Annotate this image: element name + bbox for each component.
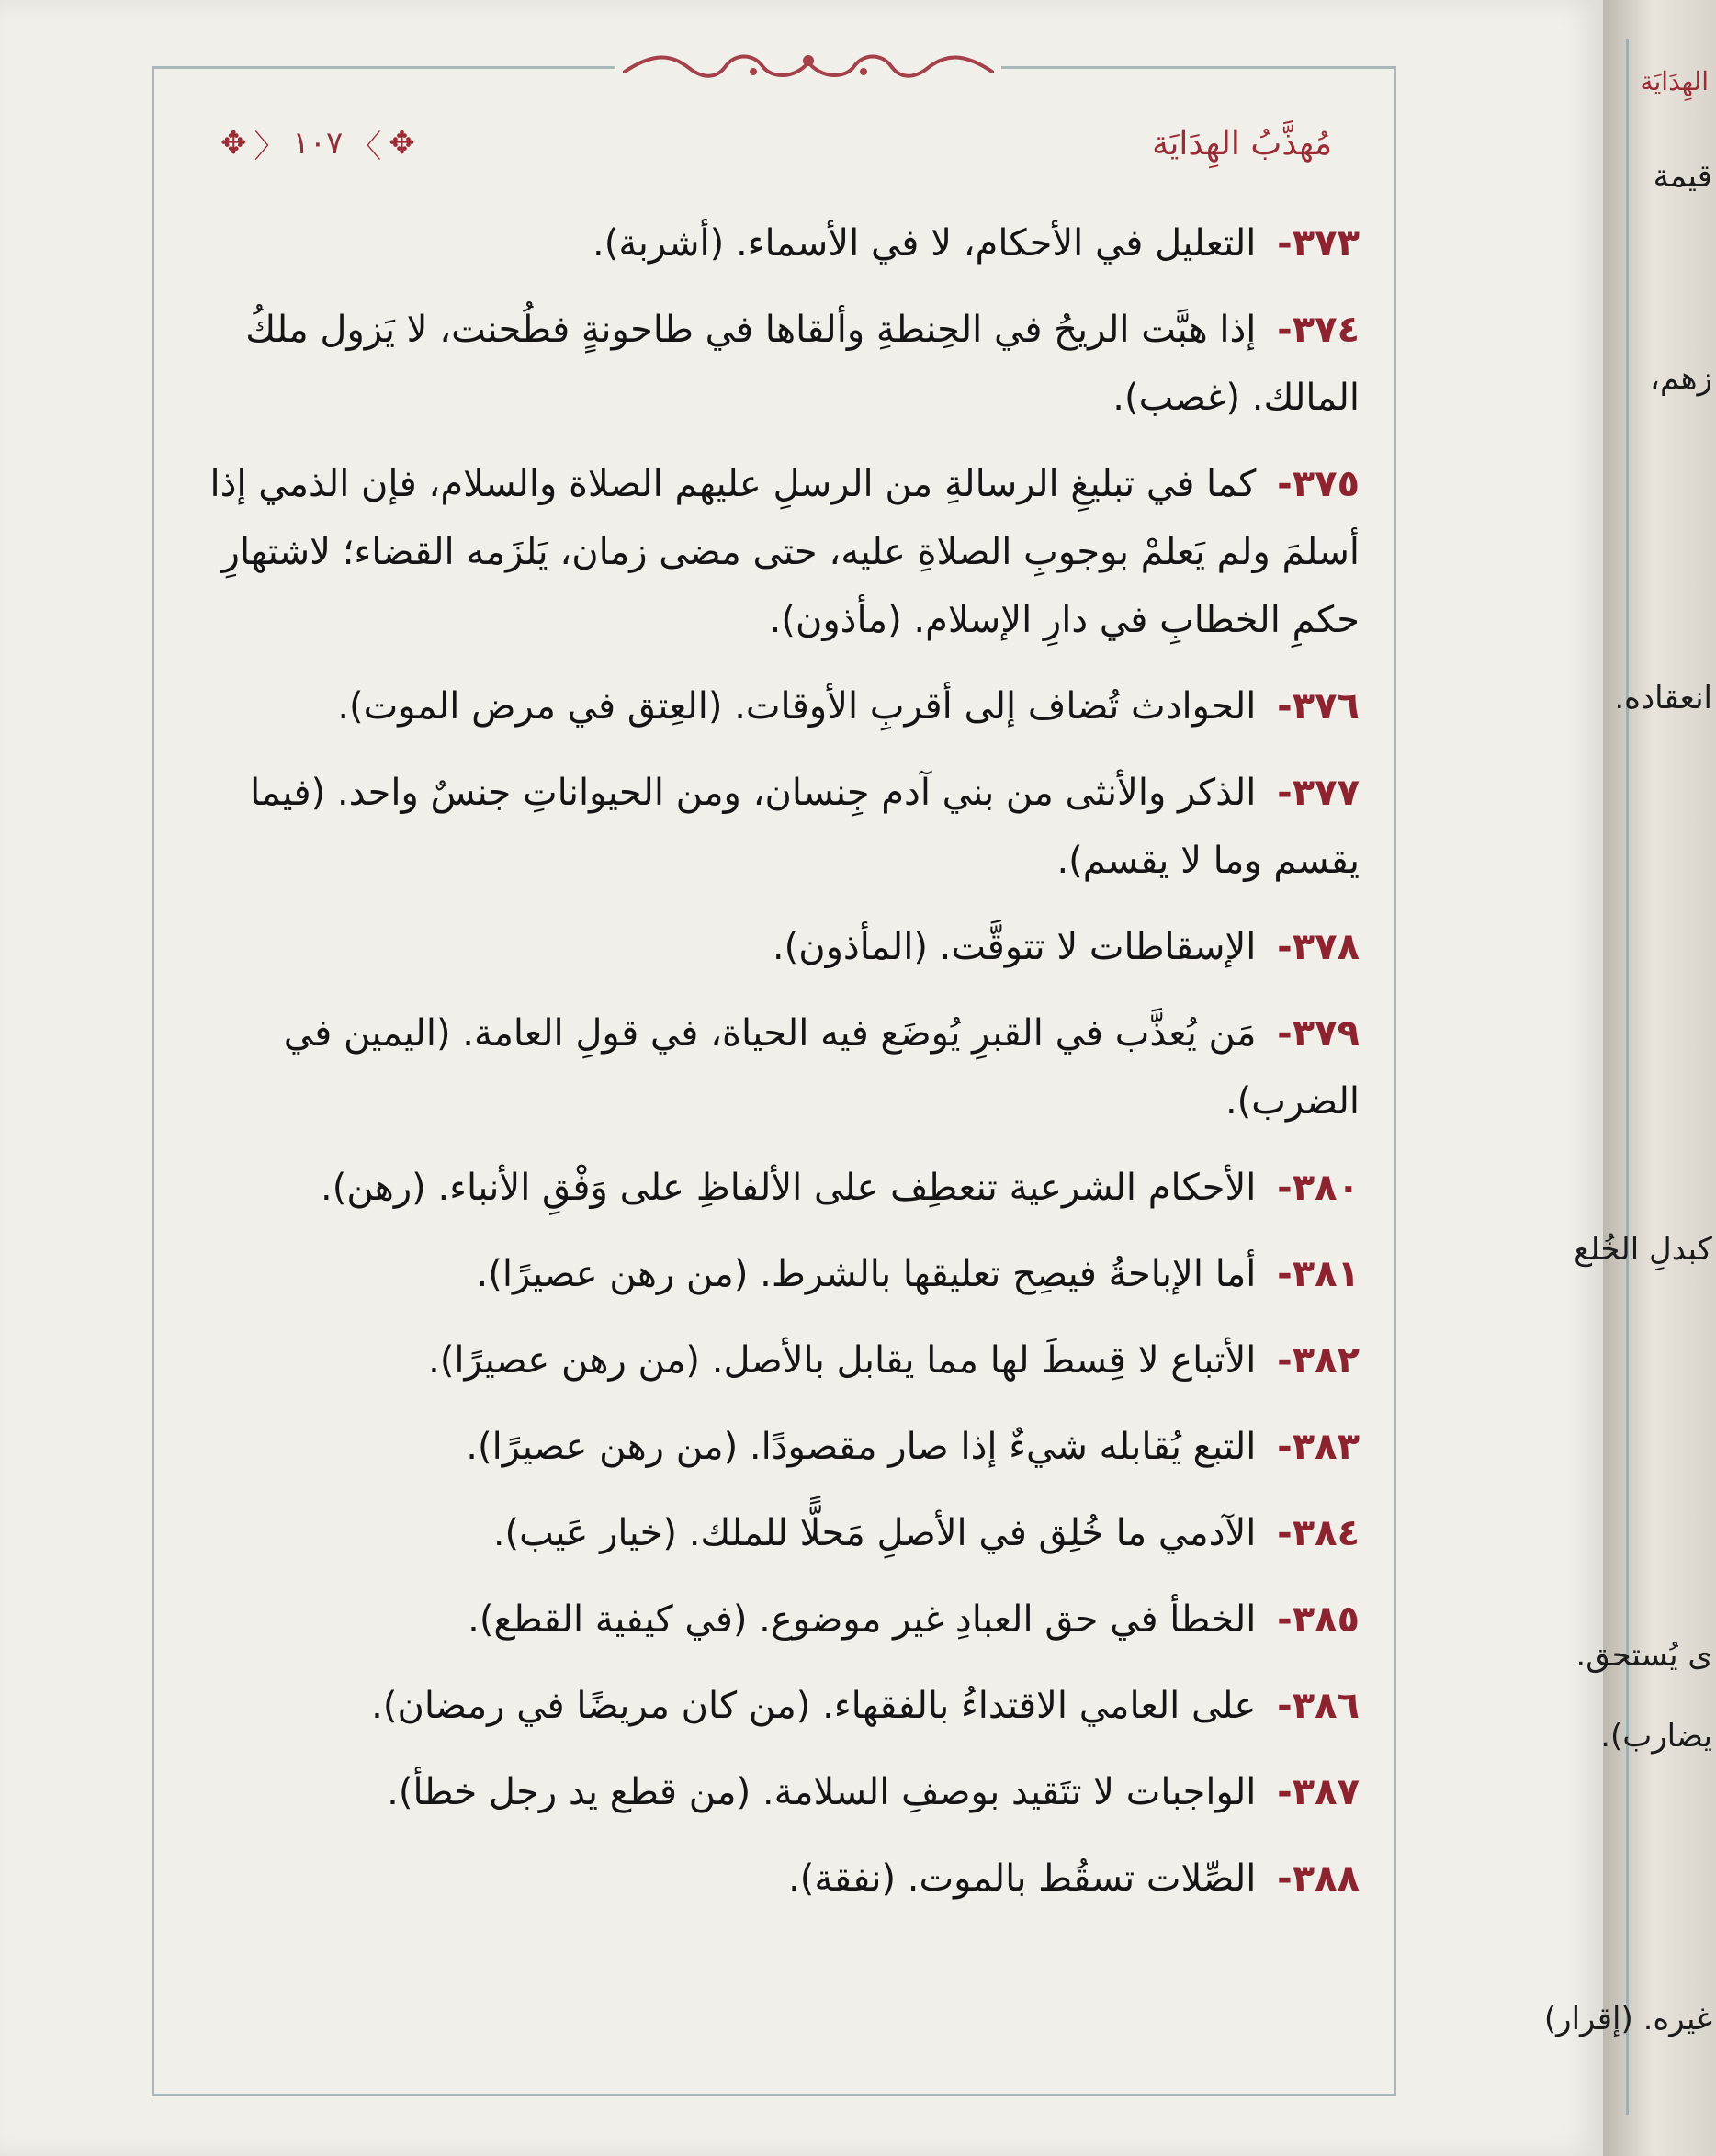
page-number: ١٠٧ <box>292 125 344 162</box>
entry-number: ٣٨٧- <box>1277 1771 1360 1813</box>
entry <box>207 1672 1360 1740</box>
entry-number: ٣٧٨- <box>1277 926 1360 968</box>
entry-number: ٣٧٧- <box>1277 772 1360 814</box>
entry-text: التعليل في الأحكام، لا في الأسماء. (أشربة). <box>593 222 1257 265</box>
adjacent-page-line: كبدلِ الخُلع <box>1574 1231 1712 1268</box>
top-ornament <box>615 44 1001 88</box>
entry-text: الذكر والأنثى من بني آدم جِنسان، ومن الحيواناتِ جنسٌ واحد. (فيما يقسم وما لا يقسم). <box>250 772 1360 882</box>
entry-number: ٣٨٠- <box>1277 1167 1360 1209</box>
entry <box>207 1154 1360 1222</box>
adjacent-page-line: غيره. (إقرار) <box>1543 2001 1712 2037</box>
entry <box>207 209 1360 277</box>
entry-number: ٣٧٦- <box>1277 685 1360 728</box>
entry <box>207 1586 1360 1654</box>
entry-number: ٣٧٩- <box>1277 1012 1360 1055</box>
entry-number: ٣٧٥- <box>1277 463 1360 505</box>
entry-text: الصِّلات تسقُط بالموت. (نفقة). <box>788 1857 1257 1900</box>
entry-number: ٣٨٣- <box>1277 1426 1360 1468</box>
entry-text: إذا هبَّت الريحُ في الحِنطةِ وألقاها في طاحونةٍ فطُحنت، لا يَزول ملكُ المالك. (غصب). <box>245 309 1360 419</box>
entry <box>207 1326 1360 1394</box>
right-bracket-icon: 〈 <box>350 128 382 165</box>
entry <box>207 999 1360 1135</box>
entry-text: الأتباع لا قِسطَ لها مما يقابل بالأصل. (من رهن عصيرًا). <box>428 1339 1257 1382</box>
running-title: مُهذَّبُ الهِدَايَة <box>1152 124 1332 163</box>
adjacent-page-line: قيمة <box>1653 158 1712 195</box>
entry-number: ٣٨٥- <box>1277 1598 1360 1641</box>
entry <box>207 1845 1360 1913</box>
adjacent-page-line: يضارب). <box>1600 1718 1712 1755</box>
entry <box>207 913 1360 981</box>
adjacent-page-line: انعقاده. <box>1614 680 1712 717</box>
entry-text: الواجبات لا تتَقيد بوصفِ السلامة. (من قطع يد رجل خطأ). <box>387 1771 1257 1813</box>
entry <box>207 1758 1360 1826</box>
entry-text: الآدمي ما خُلِق في الأصلِ مَحلًّا للملك. (خيار عَيب). <box>492 1512 1257 1554</box>
left-bracket-icon: 〉 <box>254 128 286 165</box>
adjacent-page-title: الهِدَايَة <box>1640 66 1709 96</box>
entry-text: كما في تبليغِ الرسالةِ من الرسلِ عليهم الصلاة والسلام، فإن الذمي إذا أسلمَ ولم يَعلمْ بوجوبِ الصلاةِ عليه، حتى مضى زمان، يَلزَمه القضاء؛ لاشتهارِ حكمِ الخطابِ في دارِ الإسلام. (مأذون). <box>209 463 1360 641</box>
entries-list <box>207 209 1360 1931</box>
page-number-box <box>220 121 415 166</box>
entry-number: ٣٧٣- <box>1277 222 1360 265</box>
entry-text: الخطأ في حق العبادِ غير موضوع. (في كيفية القطع). <box>468 1598 1257 1641</box>
left-ornament-icon: ✥ <box>220 125 247 162</box>
right-ornament-icon: ✥ <box>389 125 415 162</box>
entry-text: الإسقاطات لا تتوقَّت. (المأذون). <box>772 926 1257 968</box>
entry <box>207 450 1360 654</box>
entry-number: ٣٨٤- <box>1277 1512 1360 1554</box>
entry <box>207 1413 1360 1481</box>
entry <box>207 1499 1360 1567</box>
entry-number: ٣٨٨- <box>1277 1857 1360 1900</box>
adjacent-page-line: زهم، <box>1650 360 1712 397</box>
entry <box>207 759 1360 895</box>
entry-text: أما الإباحةُ فيصِح تعليقها بالشرط. (من رهن عصيرًا). <box>476 1253 1257 1295</box>
adjacent-page-line: ى يُستحق. <box>1575 1637 1712 1674</box>
entry-text: الأحكام الشرعية تنعطِف على الألفاظِ على وَفْقِ الأنباء. (رهن). <box>321 1167 1257 1209</box>
entry-number: ٣٨٦- <box>1277 1685 1360 1727</box>
entry <box>207 672 1360 740</box>
entry-text: التبع يُقابله شيءٌ إذا صار مقصودًا. (من رهن عصيرًا). <box>466 1426 1257 1468</box>
entry-number: ٣٨٢- <box>1277 1339 1360 1382</box>
page-header <box>220 118 1332 169</box>
entry-number: ٣٧٤- <box>1277 309 1360 351</box>
entry-text: مَن يُعذَّب في القبرِ يُوضَع فيه الحياة، في قولِ العامة. (اليمين في الضرب). <box>283 1012 1360 1123</box>
entry-number: ٣٨١- <box>1277 1253 1360 1295</box>
ornament-icon <box>615 44 1001 88</box>
entry-text: على العامي الاقتداءُ بالفقهاء. (من كان مريضًا في رمضان). <box>371 1685 1257 1727</box>
entry-text: الحوادث تُضاف إلى أقربِ الأوقات. (العِتق في مرض الموت). <box>337 685 1257 728</box>
entry <box>207 296 1360 432</box>
adjacent-page-border <box>1626 39 1716 2115</box>
entry <box>207 1240 1360 1308</box>
